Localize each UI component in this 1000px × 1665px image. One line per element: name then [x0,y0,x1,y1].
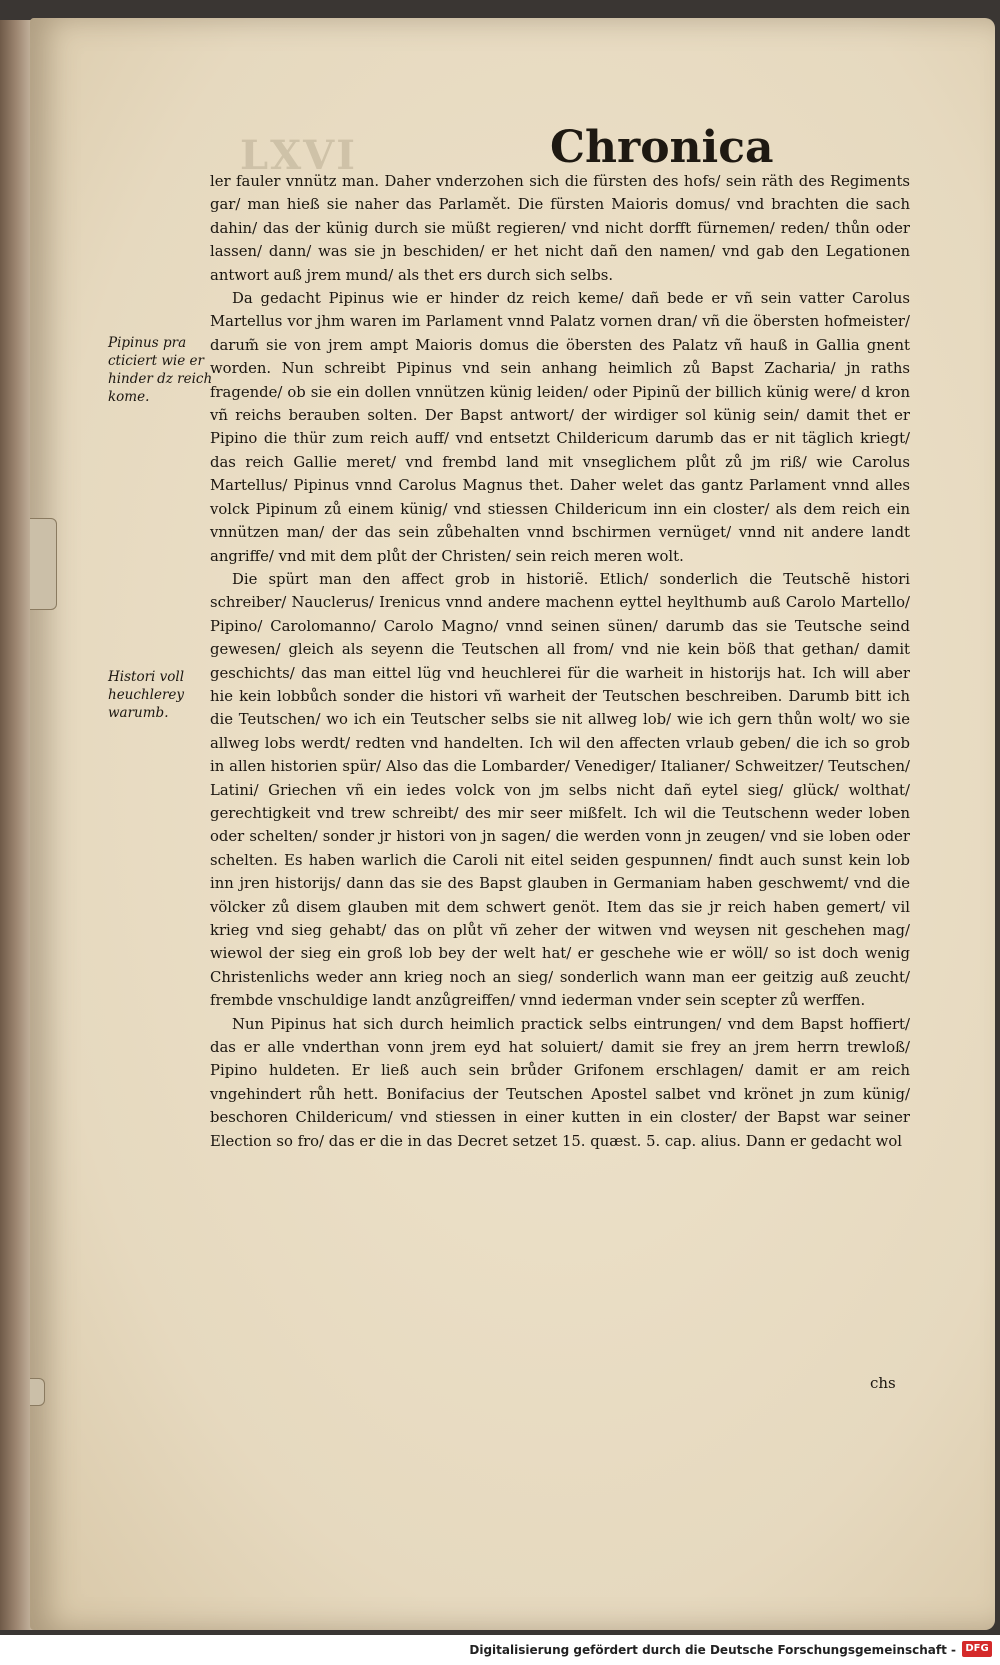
page-clip-small [30,1378,45,1406]
paragraph: Da gedacht Pipinus wie er hinder dz reich keme/ dañ bede er vñ sein vatter Carolus Martellus vor jhm waren im Parlament vnnd Palatz vornen dran/ vñ die öbersten hofmeister/ darum̃ sie von jrem ampt Maioris domus die öbersten des Palatz vñ hauß in Gallia gnent worden. Nun schreibt Pipinus vnd sein anhang heimlich zů Bapst Zacharia/ jn raths fragende/ ob sie ein dollen vnnützen künig leiden/ oder Pipinũ der billich künig were/ d kron vñ reichs berauben solten. Der Bapst antwort/ der wirdiger sol künig sein/ damit thet er Pipino die thür zum reich auff/ vnd entsetzt Childericum darumb das er nit täglich kriegt/ das reich Gallie meret/ vnd frembd land mit vnseglichem plůt zů jm riß/ wie Carolus Martellus/ Pipinus vnnd Carolus Magnus thet. Daher welet das gantz Parlament vnnd alles volck Pipinum zů einem künig/ vnd stiessen Childericum inn ein closter/ als dem reich ein vnnützen man/ der das sein zůbehalten vnnd bschirmen vernüget/ vnnd nit andere landt angriffe/ vnd mit dem plůt der Christen/ sein reich meren wolt. [210,290,910,565]
book-page [30,18,995,1630]
footer-bar [0,1635,1000,1665]
main-text-block [210,170,910,1153]
folio-number: LXVI [240,132,357,179]
margin-note-histori: Histori voll heuchlerey warumb. [108,669,185,721]
dfg-logo-icon: DFG [962,1641,992,1657]
funding-credit: Digitalisierung gefördert durch die Deutsche Forschungsgemeinschaft - [469,1643,956,1657]
paragraph: Nun Pipinus hat sich durch heimlich practick selbs eintrungen/ vnd dem Bapst hoffiert/ das er alle vnderthan vonn jrem eyd hat soluiert/ damit sie frey an jrem herrn trewloß/ Pipino huldeten. Er ließ auch sein brůder Grifonem erschlagen/ damit er am reich vngehindert růh hett. Bonifacius der Teutschen Apostel salbet vnd krönet jn zum künig/ beschoren Childericum/ vnd stiessen in einer kutten in ein closter/ der Bapst war seiner Election so fro/ das er die in das Decret setzet 15. quæst. 5. cap. alius. Dann er gedacht wol [210,1015,910,1150]
paragraph: Die spürt man den affect grob in historiẽ. Etlich/ sonderlich die Teutschẽ histori schreiber/ Nauclerus/ Irenicus vnnd andere machenn eyttel heylthumb auß Carolo Martello/ Pipino/ Carolomanno/ Carolo Magno/ vnnd seinen sünen/ darumb das sie Teutsche seind gewesen/ gleich als seyenn die Teutschen all from/ vnd nie kein böß that gethan/ damit geschichts/ das man eittel lüg vnd heuchlerei für die warheit in historijs hat. Ich will aber hie kein lobbůch sonder die histori vñ warheit der Teutschen beschreiben. Darumb bitt ich die Teutschen/ wo ich ein Teutscher selbs sie nit allweg lob/ wie ich gern thůn wolt/ wo sie allweg lobs werdt/ redten vnd handelten. Ich wil den affecten vrlaub geben/ die ich so grob in allen historien spür/ Also das die Lombarder/ Venediger/ Italianer/ Schweitzer/ Teutschen/ Latini/ Griechen vñ ein iedes volck von jm selbs nicht dañ eytel sieg/ glück/ wolthat/ gerechtigkeit vnd trew schreibt/ des mir seer mißfelt. Ich wil die Teutschenn weder loben oder schelten/ sonder jr histori von jn sagen/ die werden vonn jn zeugen/ vnd sie loben oder schelten. Es haben warlich die Caroli nit eitel seiden gespunnen/ findt auch sunst kein lob inn jren historijs/ dann das sie des Bapst glauben in Germaniam haben geschwemt/ vnd die völcker zů disem glauben mit dem schwert genöt. Item das sie jr reich haben gemert/ vil krieg vnd sieg gehabt/ das on plůt vñ zeher der witwen vnd weysen nit geschehen mag/ wiewol der sieg ein groß lob bey der welt hat/ er geschehe wie er wöll/ so ist doch wenig Christenlichs weder ann krieg noch an sieg/ sonderlich wann man eer geitzig auß zeucht/ frembde vnschuldige landt anzůgreiffen/ vnnd iederman vnder sein scepter zů werffen. [210,570,910,1010]
paragraph: ler fauler vnnütz man. Daher vnderzohen sich die fürsten des hofs/ sein räth des Regiments gar/ man hieß sie naher das Parlamět. Die fürsten Maioris domus/ vnd brachten die sach dahin/ das der künig durch sie müßt regieren/ vnd nicht dorfft fürnemen/ reden/ thůn oder lassen/ dann/ was sie jn beschiden/ er het nicht dañ den namen/ vnd gab den Legationen antwort auß jrem mund/ als thet ers durch sich selbs. [210,173,910,284]
margin-note-pipinus: Pipinus pra cticiert wie er hinder dz reich kome. [108,335,213,405]
page-header [30,118,995,178]
catchword: chs [870,1374,896,1392]
running-title: Chronica [550,122,774,173]
page-clip [30,518,57,610]
